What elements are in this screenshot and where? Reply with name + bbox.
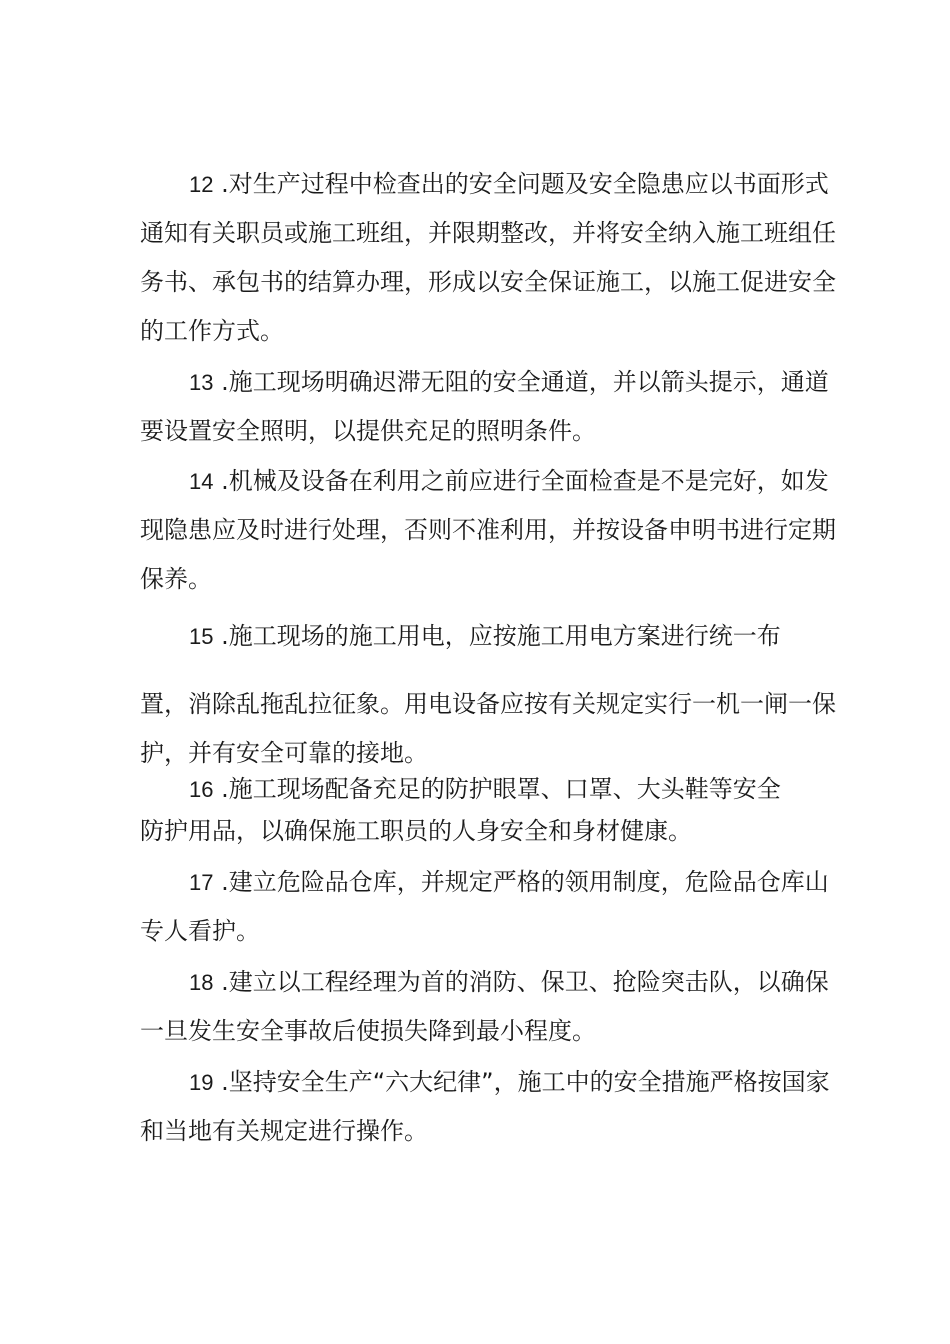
item-17-line-1 bbox=[189, 866, 829, 899]
item-12-line-2: 通知有关职员或施工班组，并限期整改，并将安全纳入施工班组任 bbox=[140, 219, 836, 247]
item-text: .施工现场配备充足的防护眼罩、口罩、大头鞋等安全 bbox=[221, 775, 781, 803]
item-number: 12 bbox=[189, 172, 214, 197]
item-15-line-3: 护，并有安全可靠的接地。 bbox=[140, 739, 428, 767]
item-number: 15 bbox=[189, 624, 214, 649]
item-13-line-1 bbox=[189, 366, 829, 399]
item-18-line-1 bbox=[189, 966, 829, 999]
item-number: 14 bbox=[189, 469, 214, 494]
item-number: 16 bbox=[189, 777, 214, 802]
item-18-line-2: 一旦发生安全事故后使损失降到最小程度。 bbox=[140, 1017, 596, 1045]
item-19-line-1 bbox=[189, 1066, 830, 1099]
item-14-line-2: 现隐患应及时进行处理，否则不准利用，并按设备申明书进行定期 bbox=[140, 516, 836, 544]
item-13-line-2: 要设置安全照明，以提供充足的照明条件。 bbox=[140, 417, 596, 445]
item-number: 13 bbox=[189, 370, 214, 395]
item-text: .施工现场的施工用电，应按施工用电方案进行统一布 bbox=[221, 622, 781, 650]
item-number: 18 bbox=[189, 970, 214, 995]
item-12-line-3: 务书、承包书的结算办理，形成以安全保证施工，以施工促进安全 bbox=[140, 268, 836, 296]
item-17-line-2: 专人看护。 bbox=[140, 917, 260, 945]
item-14-line-3: 保养。 bbox=[140, 565, 212, 593]
item-16-line-1 bbox=[189, 773, 781, 806]
item-14-line-1 bbox=[189, 465, 829, 498]
item-number: 19 bbox=[189, 1070, 214, 1095]
item-16-line-2: 防护用品，以确保施工职员的人身安全和身材健康。 bbox=[140, 817, 692, 845]
item-text: .建立以工程经理为首的消防、保卫、抢险突击队，以确保 bbox=[221, 968, 829, 996]
item-text: .建立危险品仓库，并规定严格的领用制度，危险品仓库山 bbox=[221, 868, 829, 896]
item-text: .施工现场明确迟滞无阻的安全通道，并以箭头提示，通道 bbox=[221, 368, 829, 396]
item-15-line-1 bbox=[189, 620, 781, 653]
item-text: .机械及设备在利用之前应进行全面检查是不是完好，如发 bbox=[221, 467, 829, 495]
item-15-line-2: 置，消除乱拖乱拉征象。用电设备应按有关规定实行一机一闸一保 bbox=[140, 690, 836, 718]
item-number: 17 bbox=[189, 870, 214, 895]
item-text: .坚持安全生产“六大纪律”，施工中的安全措施严格按国家 bbox=[221, 1068, 830, 1096]
item-19-line-2: 和当地有关规定进行操作。 bbox=[140, 1117, 428, 1145]
item-12-line-4: 的工作方式。 bbox=[140, 317, 284, 345]
item-text: .对生产过程中检查出的安全问题及安全隐患应以书面形式 bbox=[221, 170, 829, 198]
item-12-line-1 bbox=[189, 168, 829, 201]
